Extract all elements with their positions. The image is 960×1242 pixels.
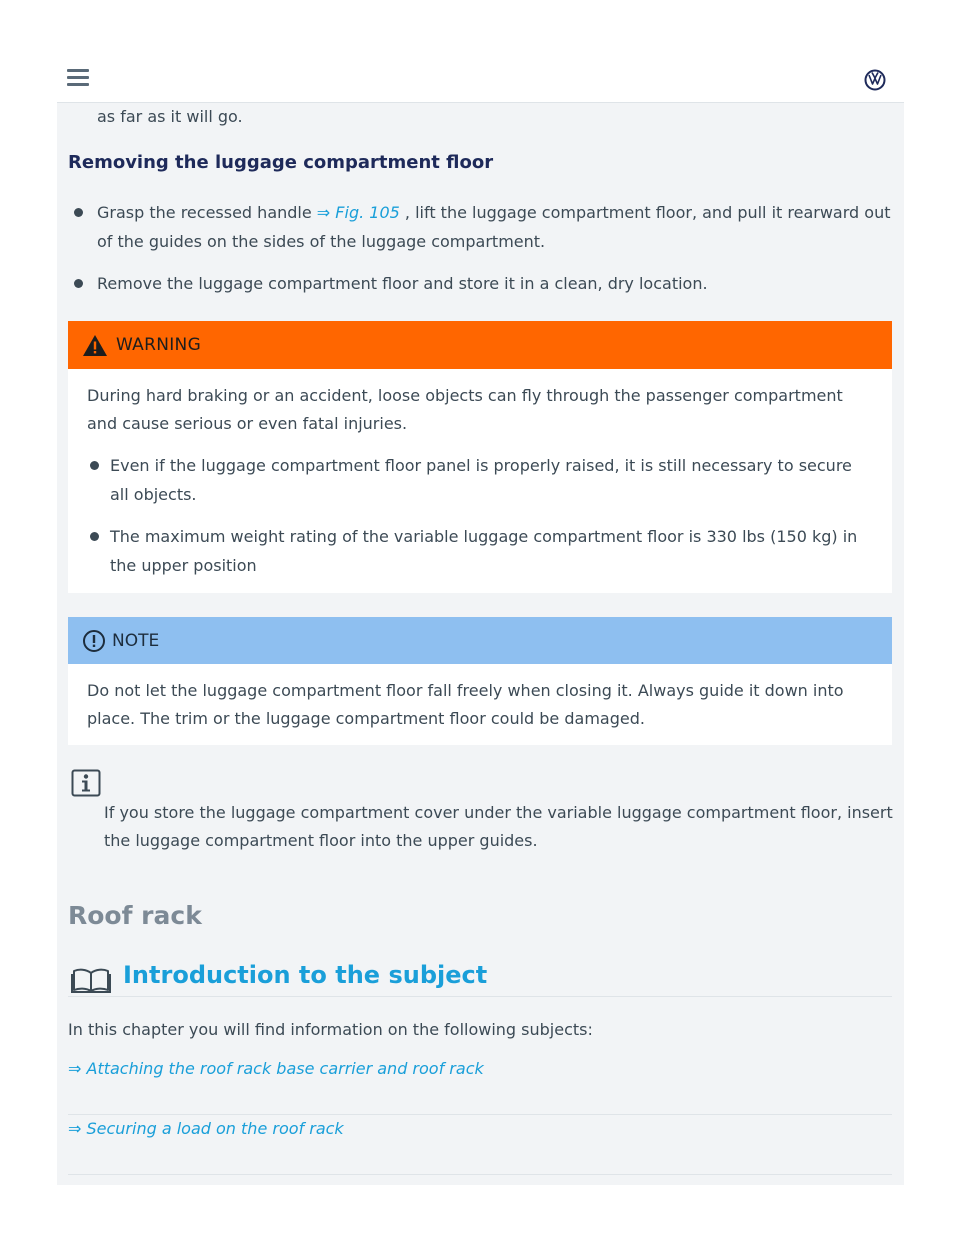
topic-link-label[interactable]: ⇒ Attaching the roof rack base carrier and roof rack	[68, 1059, 484, 1078]
warning-intro: During hard braking or an accident, loose objects can fly through the passenger compartment and cause serious or even fatal injuries.	[87, 386, 843, 433]
list-item: Even if the luggage compartment floor panel is properly raised, it is still necessary to secure all objects.	[87, 451, 873, 509]
info-text: If you store the luggage compartment cover under the variable luggage compartment floor, insert the luggage compartment floor into the upper guides.	[104, 803, 893, 850]
continued-text: as far as it will go.	[97, 107, 243, 126]
list-item: The maximum weight rating of the variable luggage compartment floor is 330 lbs (150 kg) in the upper position	[87, 522, 873, 580]
warning-body	[68, 369, 892, 580]
vw-logo-icon[interactable]	[864, 69, 886, 91]
manual-content	[57, 103, 904, 1185]
note-box	[68, 617, 892, 745]
list-item: Remove the luggage compartment floor and store it in a clean, dry location.	[68, 269, 892, 298]
open-book-icon	[71, 967, 111, 993]
warning-items	[87, 451, 873, 580]
note-label: NOTE	[112, 630, 160, 651]
intro-section-header	[68, 959, 892, 997]
warning-box	[68, 321, 892, 593]
step-text: , lift the luggage compartment floor, and pull it rearward out of the guides on the sides of the luggage compartment.	[97, 203, 891, 251]
info-icon	[71, 769, 101, 797]
note-text: Do not let the luggage compartment floor fall freely when closing it. Always guide it down into place. The trim or the luggage compartment floor could be damaged.	[87, 681, 844, 728]
exclamation-circle-icon	[82, 629, 106, 653]
top-bar	[57, 55, 904, 103]
removing-steps	[68, 198, 892, 311]
topic-link-securing[interactable]	[68, 1115, 892, 1175]
hamburger-menu-icon[interactable]	[67, 69, 89, 89]
step-text: Grasp the recessed handle	[97, 203, 317, 222]
list-item	[68, 198, 892, 256]
note-body	[68, 664, 892, 733]
intro-text: In this chapter you will find information on the following subjects:	[68, 1020, 593, 1039]
fig-105-link[interactable]: ⇒ Fig. 105	[316, 203, 400, 222]
topic-link-label[interactable]: ⇒ Securing a load on the roof rack	[68, 1119, 344, 1138]
note-header	[68, 617, 892, 664]
removing-heading: Removing the luggage compartment floor	[68, 152, 494, 173]
warning-label: WARNING	[116, 335, 202, 355]
roof-rack-heading: Roof rack	[68, 901, 202, 930]
warning-triangle-icon	[82, 334, 108, 357]
intro-title: Introduction to the subject	[123, 961, 488, 989]
topic-link-attaching[interactable]	[68, 1055, 892, 1115]
warning-header	[68, 321, 892, 369]
